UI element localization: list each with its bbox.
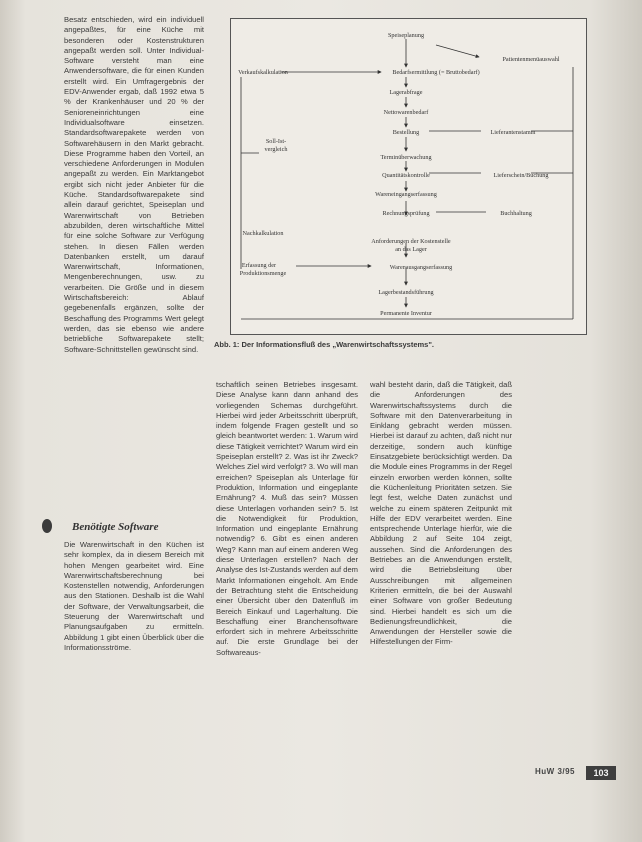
node-warenausgang: Warenausgangserfassung <box>389 264 453 271</box>
node-anforderungen-1: Anforderungen der Kostenstelle <box>371 238 451 245</box>
node-permanente-inventur: Permanente Inventur <box>380 310 432 317</box>
text-column-3 <box>370 380 512 780</box>
node-lagerabfrage: Lagerabfrage <box>389 89 423 96</box>
text-column-1 <box>64 15 204 515</box>
paragraph: Die Warenwirtschaft in den Küchen ist sehr komplex, da in diesem Bereich mit hohen Mengen gearbeitet wird. Eine Warenwirtschaftsberechnung bei Kostenstellen notwendig, Anforderungen aus den Stationen. Deshalb ist die Wahl der Software, der Verwaltungsarbeit, die Steuerung der Warenwirtschaft und Planungsaufgaben zu ermitteln. Abbildung 1 gibt einen Überblick über die Informationsströme. <box>64 540 204 652</box>
node-nettobedarf: Nettowarenbedarf <box>383 109 429 116</box>
node-buchhaltung: Buchhaltung <box>500 210 532 217</box>
node-erfassung-2: Produktionsmenge <box>239 270 287 277</box>
node-lagerbestand: Lagerbestandsführung <box>378 289 434 296</box>
node-soll-ist-2: vergleich <box>264 146 288 153</box>
node-speiseplanung: Speiseplanung <box>387 32 425 39</box>
text-column-2 <box>216 380 358 800</box>
section-bullet-icon <box>42 519 52 533</box>
node-soll-ist-1: Soll-Ist- <box>265 138 287 145</box>
node-lieferantenstamm: Lieferantenstamm <box>490 129 536 136</box>
issue-label: HuW 3/95 <box>535 767 576 776</box>
flow-chart <box>231 19 586 334</box>
node-erfassung-1: Erfassung der <box>241 262 277 269</box>
figure-caption: Abb. 1: Der Informationsfluß des „Warenwirtschaftssystems". <box>214 340 434 349</box>
node-anforderungen-2: an das Lager <box>395 246 427 253</box>
text-column-1b <box>64 540 204 750</box>
information-flow-diagram <box>230 18 587 335</box>
node-wareneingang: Wareneingangserfassung <box>375 191 437 198</box>
node-nachkalkulation: Nachkalkulation <box>242 230 284 237</box>
node-bestellung: Bestellung <box>392 129 420 136</box>
paragraph: tschaftlich seinen Betriebes insgesamt. Diese Analyse kann dann anhand des vorliegenden Schemas durchgeführt. Hierbei wird jeder Arbeitsschritt überprüft, indem folgende Fragen gestellt und so gleich beantwortet werden: 1. Warum wird diese Tätigkeit verrichtet? Warum wird ein Speiseplan erstellt? 2. Was ist ihr Zweck? Welches Ziel wird verfolgt? 3. Wo will man erreichen? Speiseplan als Unterlage für Produktion, Information und eingeplante Ernährung? 4. Muß das sein? Müssen diese Unterlagen vorhanden sein? 5. Ist die Notwendigkeit für Produktion, Information und eingeplante Ernährung notwendig? 6. Gibt es einen anderen Weg? Kann man auf einem anderen Weg diese Unterlagen erstellen? Nach der Analyse des Ist-Zustands werden auf dem Markt Informationen eingeholt. Am Ende der Betrachtung steht die Entscheidung einer Übersicht über den Datenfluß im Bereich Einkauf und Lagerhaltung. Die Beschaffung einer Branchensoftware erfordert sich in mehrere Arbeitsschritte auf. Die erste Grundlage bei der Softwareaus- <box>216 380 358 657</box>
node-quantitaetskontrolle: Quantitätskontrolle <box>382 172 430 179</box>
node-bedarfsermittlung: Bedarfsermittlung (= Bruttobedarf) <box>392 69 480 76</box>
node-lieferscheinbuchung: Lieferschein/Buchung <box>493 172 549 179</box>
node-patientenwahl: Patientenmenüauswahl <box>502 56 560 63</box>
paragraph: wahl besteht darin, daß die Tätigkeit, daß die Anforderungen des Warenwirtschaftssystems durch die Software mit den Datenverarbeitung in Einklang gebracht werden müssen. Hierbei ist darauf zu achten, daß nicht nur derzeitige, sondern auch künftige Einsatzgebiete berücksichtigt werden. Da die Module eines Programms in der Regel einzeln erworben werden können, sollte die Küchenleitung Prioritäten setzen. Sie legt fest, welche Daten zunächst und welche zu einem späteren Zeitpunkt mit Hilfe der EDV verarbeitet werden. Eine entsprechende Unterlage hierfür, wie die Abbildung 2 auf Seite 104 zeigt, aussehen. Sind die Anforderungen des Betriebes an die Anwendungen erstellt, wird die Betriebsleitung über Ausschreibungen mit allgemeinen Kriterien ermitteln, die bei der Auswahl einer Software von großer Bedeutung sind. Hierbei handelt es sich um die Bedienungsfreundlichkeit, die Anwendungen der Hersteller sowie die Hilfestellungen der Firm- <box>370 380 512 647</box>
node-verkaufskalkulation: Verkaufskalkulation <box>238 69 288 76</box>
node-terminueberwachung: Terminüberwachung <box>380 154 432 161</box>
paragraph: Besatz entschieden, wird ein individuell angepaßtes, für eine Küche mit besonderen oder Kostenstrukturen angepaßt werden soll. Unter Individual-Software versteht man eine Anwendersoftware, die für einen Kunden erstellt wird. Ein Umfragergebnis der EDV-Anwender ergab, daß 1992 etwa 5 % der Krankenhäuser und 20 % der Senioreneinrichtungen eine Individualsoftware einsetzen. Standardsoftwarepakete werden von Softwarehäusern in den Markt gebracht. Diese Programme haben den Vorteil, an verschiedene Anforderungen in Modulen angepaßt zu werden. Ein Marktangebot ergibt sich nicht jeder Anbieter für die Küche. Standardsoftwarepakete sind allein darauf gerichtet, Speiseplan und Warenwirtschaft von Betrieben abzubilden, deren wirtschaftliche Mittel für eine solche Software zur Verfügung stehen. In diesen Fällen werden Datenbanken erstellt, um darauf Warenwirtschaft, Informationen, Mengenberechnungen, usw. zu verarbeiten. Die Größe und in diesem Wirtschaftsbereich: Ablauf gegebenenfalls ergänzen, sollte der Beschaffung des Programms Wert gelegt werden, das sie ebenso wie andere betriebliche Softwarepakete stellt; Software-Schnittstellen gewünscht sind. <box>64 15 204 354</box>
node-rechnungspruefung: Rechnungsprüfung <box>382 210 430 217</box>
section-heading: Benötigte Software <box>72 521 159 533</box>
page-number: 103 <box>586 766 616 780</box>
